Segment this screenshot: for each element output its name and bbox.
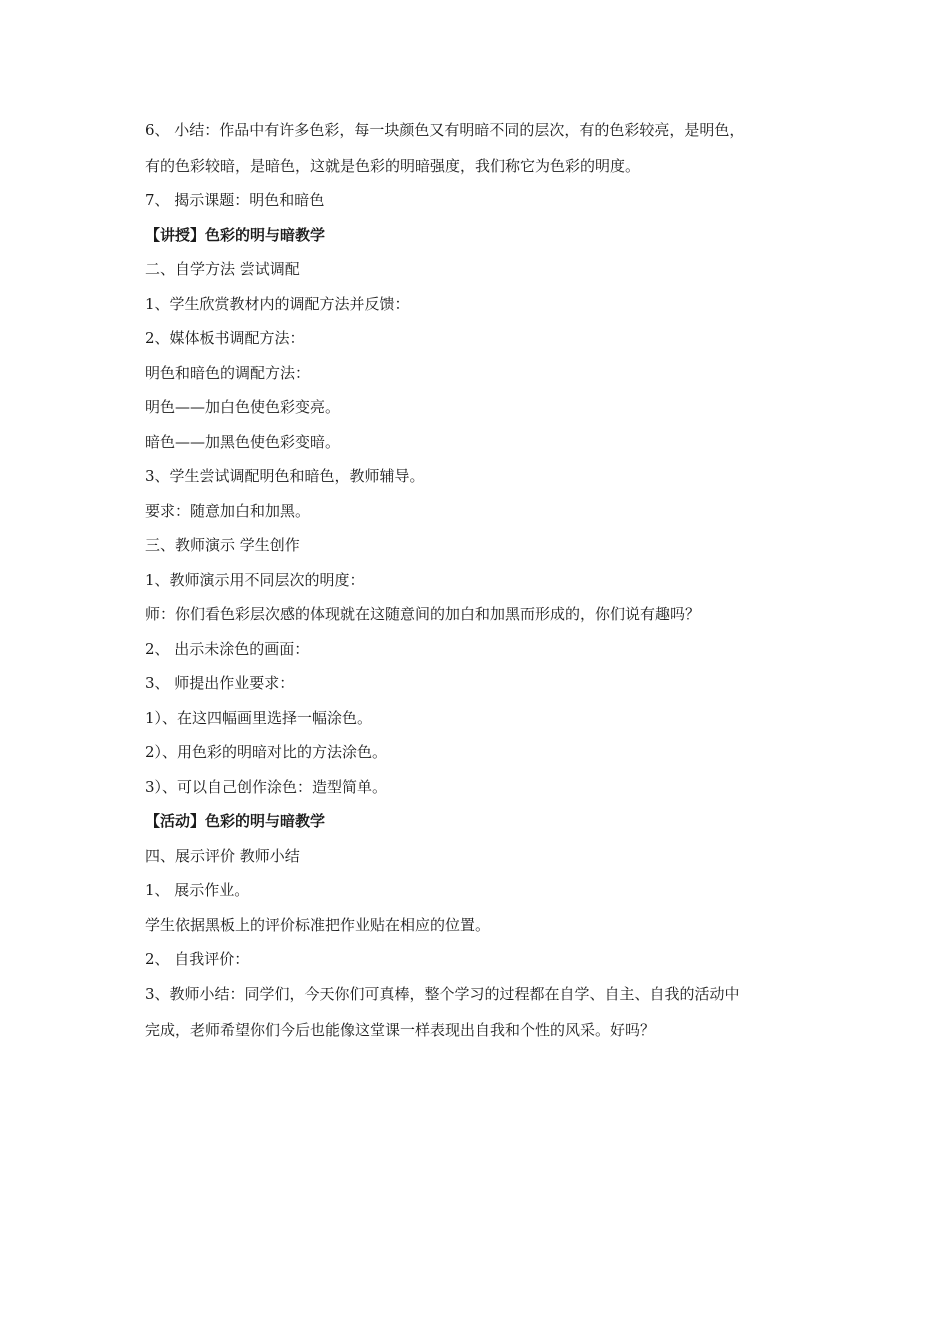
paragraph-line: 三、教师演示 学生创作: [145, 536, 300, 554]
paragraph-line: 有的色彩较暗，是暗色，这就是色彩的明暗强度，我们称它为色彩的明度。: [145, 157, 641, 175]
paragraph-line: 1）、在这四幅画里选择一幅涂色。: [145, 709, 373, 727]
paragraph-line: 明色——加白色使色彩变亮。: [145, 398, 341, 416]
paragraph-line: 1、教师演示用不同层次的明度：: [145, 571, 365, 589]
paragraph-line: 1、学生欣赏教材内的调配方法并反馈：: [145, 295, 410, 313]
section-heading: 【讲授】色彩的明与暗教学: [145, 226, 326, 244]
paragraph-line: 7、 揭示课题：明色和暗色: [145, 191, 325, 209]
paragraph-line: 1、 展示作业。: [145, 881, 250, 899]
paragraph-line: 3、学生尝试调配明色和暗色，教师辅导。: [145, 467, 425, 485]
paragraph-line: 3、教师小结：同学们，今天你们可真棒，整个学习的过程都在自学、自主、自我的活动中: [145, 985, 740, 1003]
paragraph-line: 6、 小结：作品中有许多色彩，每一块颜色又有明暗不同的层次，有的色彩较亮，是明色，: [145, 121, 745, 139]
paragraph-line: 2、 自我评价：: [145, 950, 250, 968]
paragraph-line: 完成，老师希望你们今后也能像这堂课一样表现出自我和个性的风采。好吗？: [145, 1021, 656, 1039]
paragraph-line: 二、自学方法 尝试调配: [145, 260, 300, 278]
paragraph-line: 2、 出示未涂色的画面：: [145, 640, 310, 658]
paragraph-line: 四、展示评价 教师小结: [145, 847, 300, 865]
paragraph-line: 暗色——加黑色使色彩变暗。: [145, 433, 341, 451]
paragraph-line: 2、媒体板书调配方法：: [145, 329, 305, 347]
paragraph-line: 师：你们看色彩层次感的体现就在这随意间的加白和加黑而形成的，你们说有趣吗？: [145, 605, 701, 623]
paragraph-line: 要求：随意加白和加黑。: [145, 502, 311, 520]
paragraph-line: 学生依据黑板上的评价标准把作业贴在相应的位置。: [145, 916, 491, 934]
paragraph-line: 3）、可以自己创作涂色：造型简单。: [145, 778, 388, 796]
paragraph-line: 2）、用色彩的明暗对比的方法涂色。: [145, 743, 388, 761]
paragraph-line: 明色和暗色的调配方法：: [145, 364, 311, 382]
paragraph-line: 3、 师提出作业要求：: [145, 674, 295, 692]
section-heading: 【活动】色彩的明与暗教学: [145, 812, 326, 830]
